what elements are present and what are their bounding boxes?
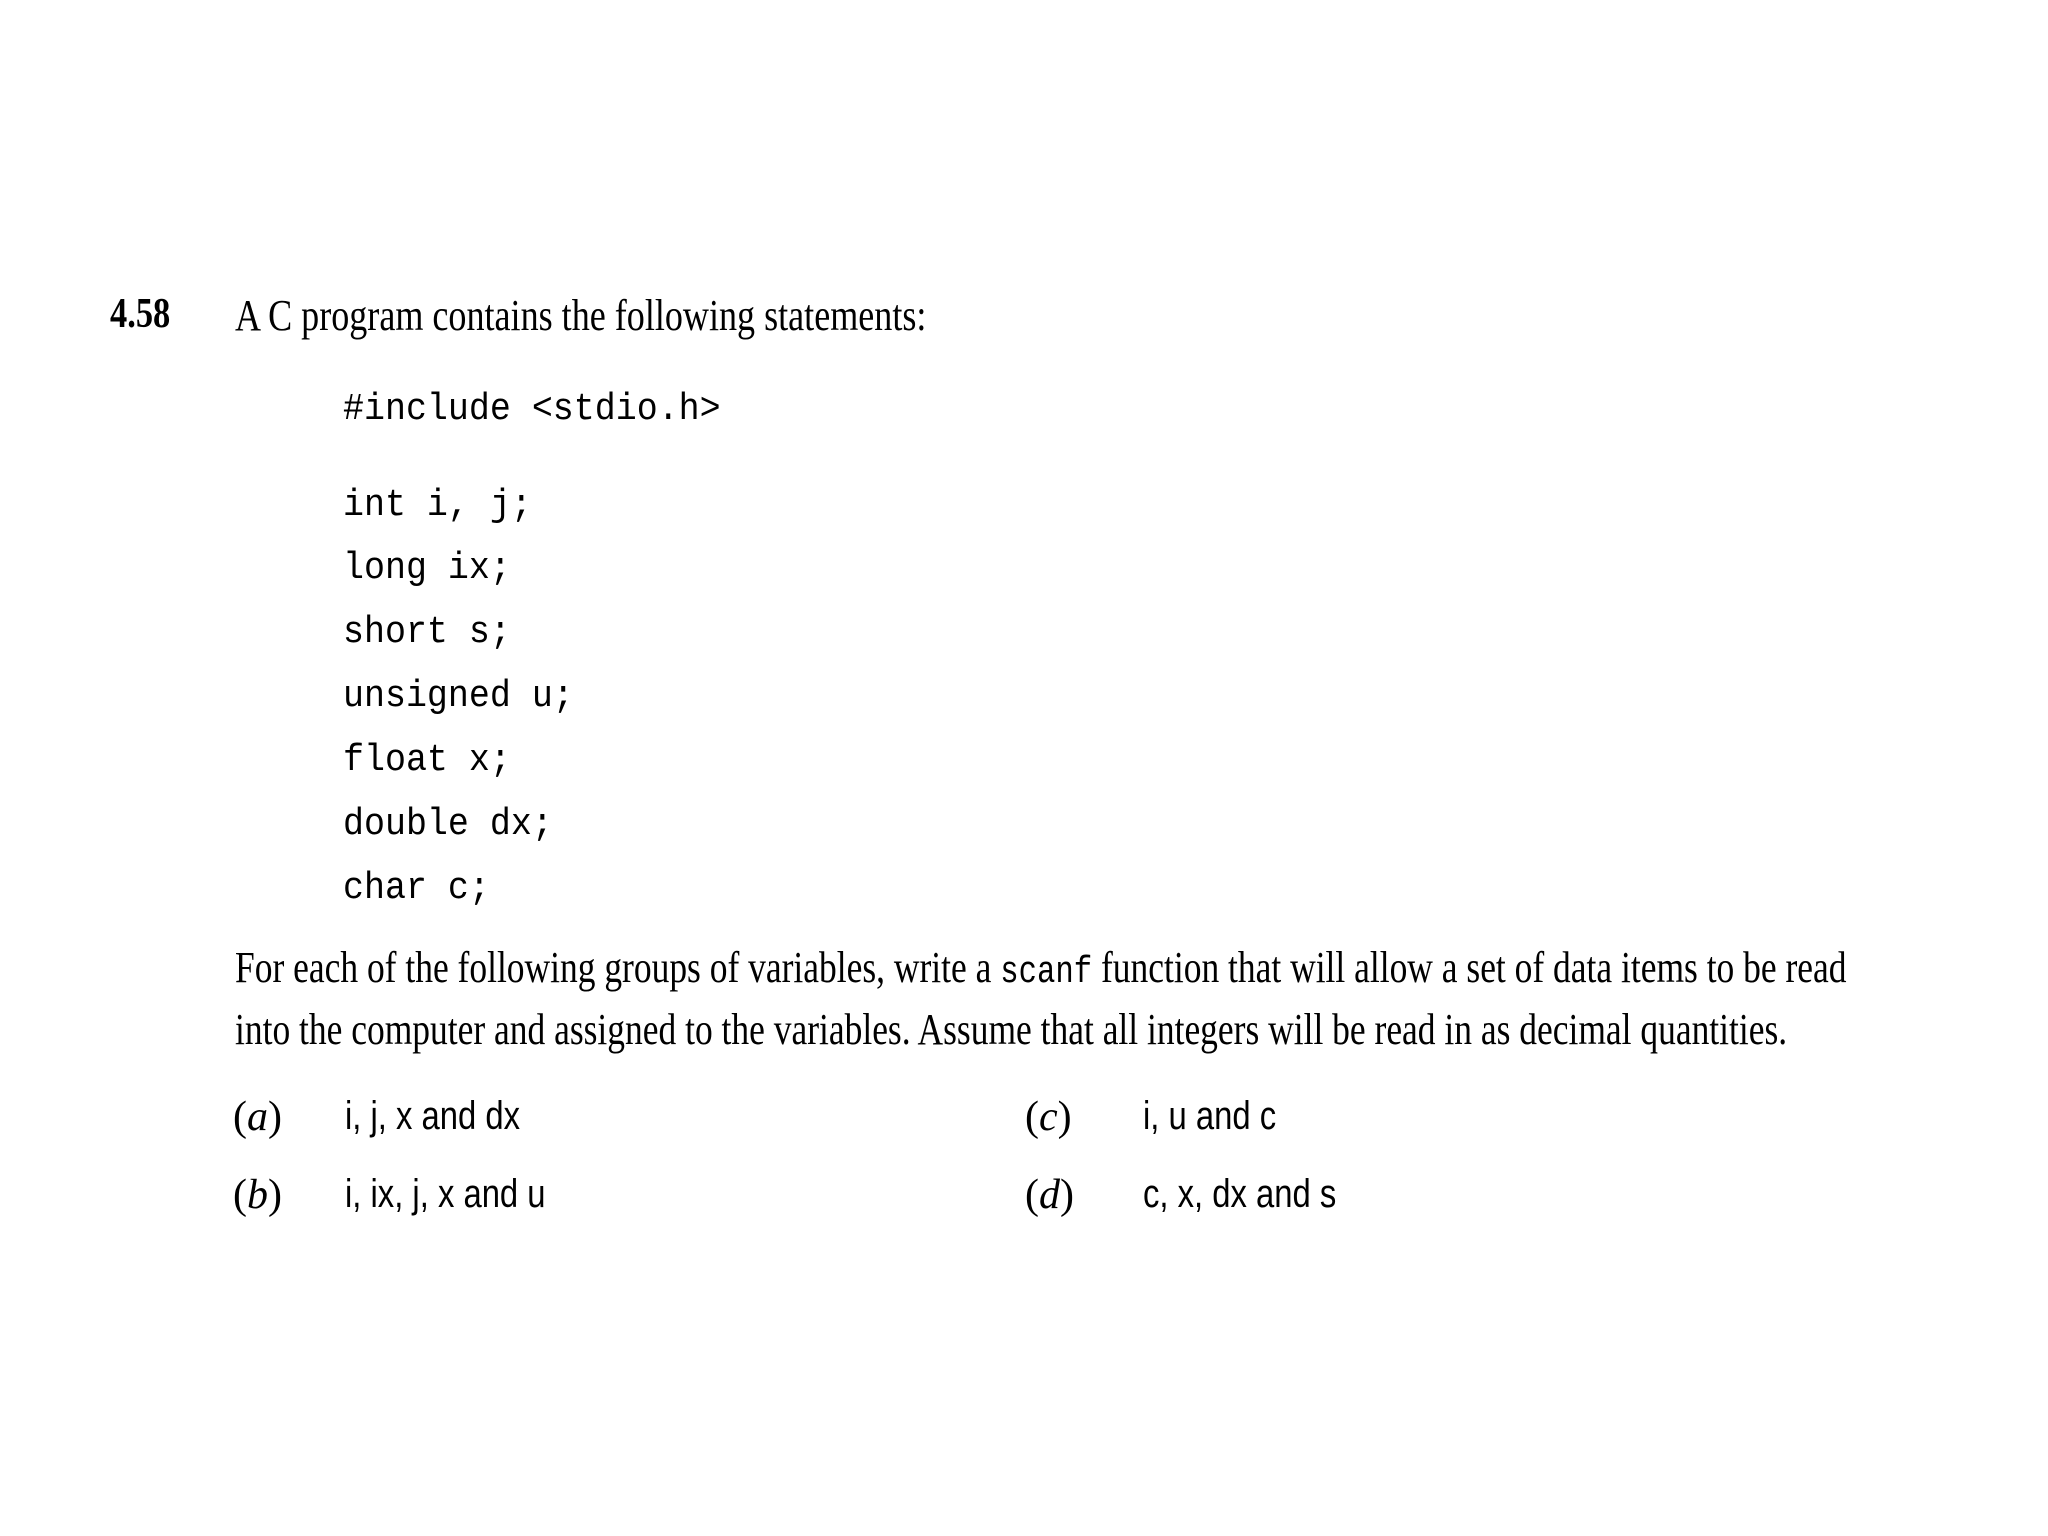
- option-text-a: i, j, x and dx: [345, 1094, 521, 1138]
- paragraph-line-2: into the computer and assigned to the variables. Assume that all integers will be read in as decimal quantities.: [235, 1005, 1788, 1054]
- option-text-c: i, u and c: [1143, 1094, 1277, 1138]
- paragraph-text-before: For each of the following groups of variables, write a: [235, 943, 1001, 992]
- paragraph-text-after: function that will allow a set of data items to be read: [1092, 943, 1847, 992]
- problem-intro: A C program contains the following statements:: [235, 291, 927, 340]
- option-label-b: (b): [233, 1172, 282, 1218]
- code-line-short: short s;: [343, 611, 511, 654]
- code-line-float: float x;: [343, 739, 511, 782]
- paragraph-inline-code: scanf: [1000, 951, 1093, 994]
- option-text-d: c, x, dx and s: [1143, 1172, 1337, 1216]
- option-label-c: (c): [1025, 1094, 1072, 1140]
- option-text-b: i, ix, j, x and u: [345, 1172, 546, 1216]
- paragraph-line-1: [235, 942, 1847, 994]
- code-line-char: char c;: [343, 867, 490, 910]
- code-line-unsigned: unsigned u;: [343, 675, 574, 718]
- code-line-double: double dx;: [343, 803, 553, 846]
- code-line-include: #include <stdio.h>: [343, 388, 721, 431]
- option-label-d: (d): [1025, 1172, 1074, 1218]
- option-label-a: (a): [233, 1094, 282, 1140]
- problem-number: 4.58: [110, 291, 171, 337]
- code-line-int: int i, j;: [343, 484, 532, 527]
- code-line-long: long ix;: [343, 547, 511, 590]
